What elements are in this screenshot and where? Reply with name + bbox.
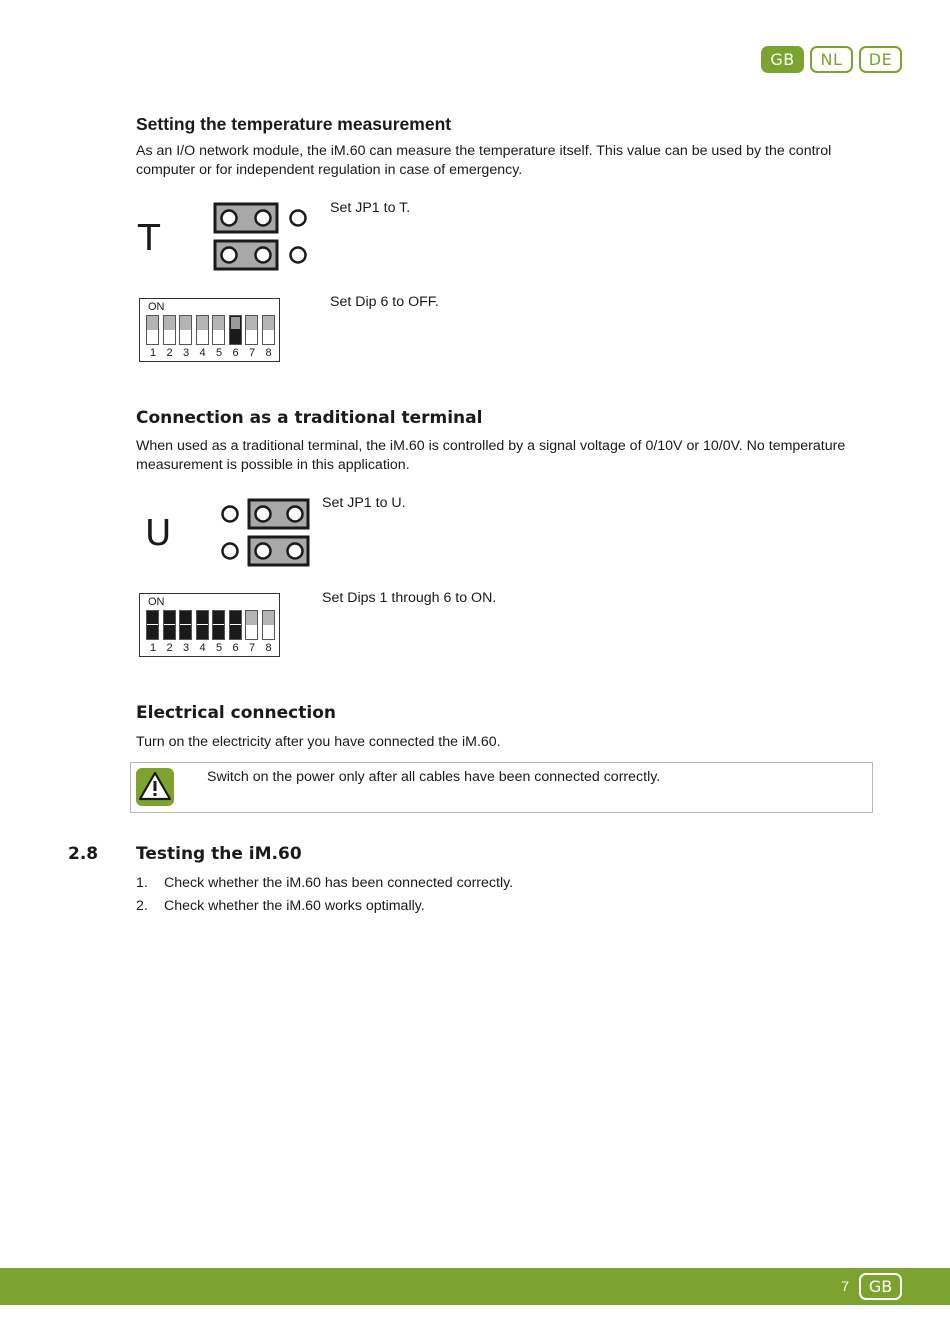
dip-on-label: ON — [148, 596, 165, 608]
dip-number: 5 — [215, 642, 223, 654]
jumper-letter-u: U — [145, 513, 172, 554]
dip-caption-t: Set Dip 6 to OFF. — [330, 294, 439, 310]
electrical-body: Turn on the electricity after you have connected the iM.60. — [136, 734, 501, 750]
temperature-body: As an I/O network module, the iM.60 can measure the temperature itself. This value can be used by the control computer or for independent regulation in case of emergency. — [136, 143, 832, 178]
temperature-heading: Setting the temperature measurement — [136, 114, 452, 134]
testing-heading: Testing the iM.60 — [136, 844, 302, 864]
lang-tab-de[interactable]: DE — [859, 46, 902, 73]
warning-text: Switch on the power only after all cables have been connected correctly. — [207, 769, 661, 785]
dip-switch-4 — [196, 610, 209, 640]
dip-switch-2 — [163, 315, 176, 345]
footer-lang-tab[interactable]: GB — [859, 1273, 902, 1300]
warning-icon — [136, 768, 174, 806]
dip-number: 1 — [149, 347, 157, 359]
dip-number: 6 — [232, 642, 239, 654]
dip-number: 4 — [199, 642, 206, 654]
dip-number: 6 — [232, 347, 239, 359]
section-number: 2.8 — [68, 844, 99, 864]
page-number: 7 — [841, 1278, 849, 1294]
list-item-number: 1. — [136, 875, 148, 891]
footer-bar — [0, 1268, 950, 1305]
dip-number: 3 — [182, 347, 190, 359]
dip-number: 5 — [215, 347, 223, 359]
dip-number: 8 — [265, 347, 272, 359]
dip-switch-5 — [212, 315, 225, 345]
dip-number: 1 — [149, 642, 157, 654]
dip-switch-3 — [179, 315, 192, 345]
dip-switch-4 — [196, 315, 209, 345]
dip-number: 2 — [166, 347, 173, 359]
dip-number: 7 — [248, 642, 256, 654]
dip-switch-3 — [179, 610, 192, 640]
dip-switch-1 — [146, 610, 159, 640]
dip-switch-8 — [262, 315, 275, 345]
dip-caption-u: Set Dips 1 through 6 to ON. — [322, 590, 497, 606]
list-item-number: 2. — [136, 898, 148, 914]
dip-switch-6 — [229, 610, 242, 640]
jumper-caption-t: Set JP1 to T. — [330, 200, 411, 216]
lang-tab-gb[interactable]: GB — [761, 46, 804, 73]
dip-switch-5 — [212, 610, 225, 640]
jumper-caption-u: Set JP1 to U. — [322, 495, 406, 511]
dip-number: 8 — [265, 642, 272, 654]
dip-switch-8 — [262, 610, 275, 640]
jumper-diagram-t — [212, 200, 312, 274]
dip-switch-u — [139, 593, 280, 657]
electrical-heading: Electrical connection — [136, 703, 336, 723]
dip-number: 7 — [248, 347, 256, 359]
dip-switch-2 — [163, 610, 176, 640]
jumper-letter-t: T — [138, 218, 160, 259]
list-item-text: Check whether the iM.60 works optimally. — [164, 898, 425, 914]
dip-switch-1 — [146, 315, 159, 345]
dip-switch-t — [139, 298, 280, 362]
jumper-diagram-u — [218, 496, 312, 570]
dip-number: 3 — [182, 642, 190, 654]
warning-box — [130, 762, 873, 813]
dip-number: 4 — [199, 347, 206, 359]
dip-switch-6 — [229, 315, 242, 345]
traditional-body: When used as a traditional terminal, the iM.60 is controlled by a signal voltage of 0/10V or 10/0V. No temperature measurement is possible in this application. — [136, 438, 846, 473]
lang-tab-nl[interactable]: NL — [810, 46, 853, 73]
dip-on-label: ON — [148, 301, 165, 313]
list-item-text: Check whether the iM.60 has been connected correctly. — [164, 875, 514, 891]
traditional-heading: Connection as a traditional terminal — [136, 408, 483, 428]
dip-switch-7 — [245, 610, 258, 640]
dip-switch-7 — [245, 315, 258, 345]
dip-number: 2 — [166, 642, 173, 654]
